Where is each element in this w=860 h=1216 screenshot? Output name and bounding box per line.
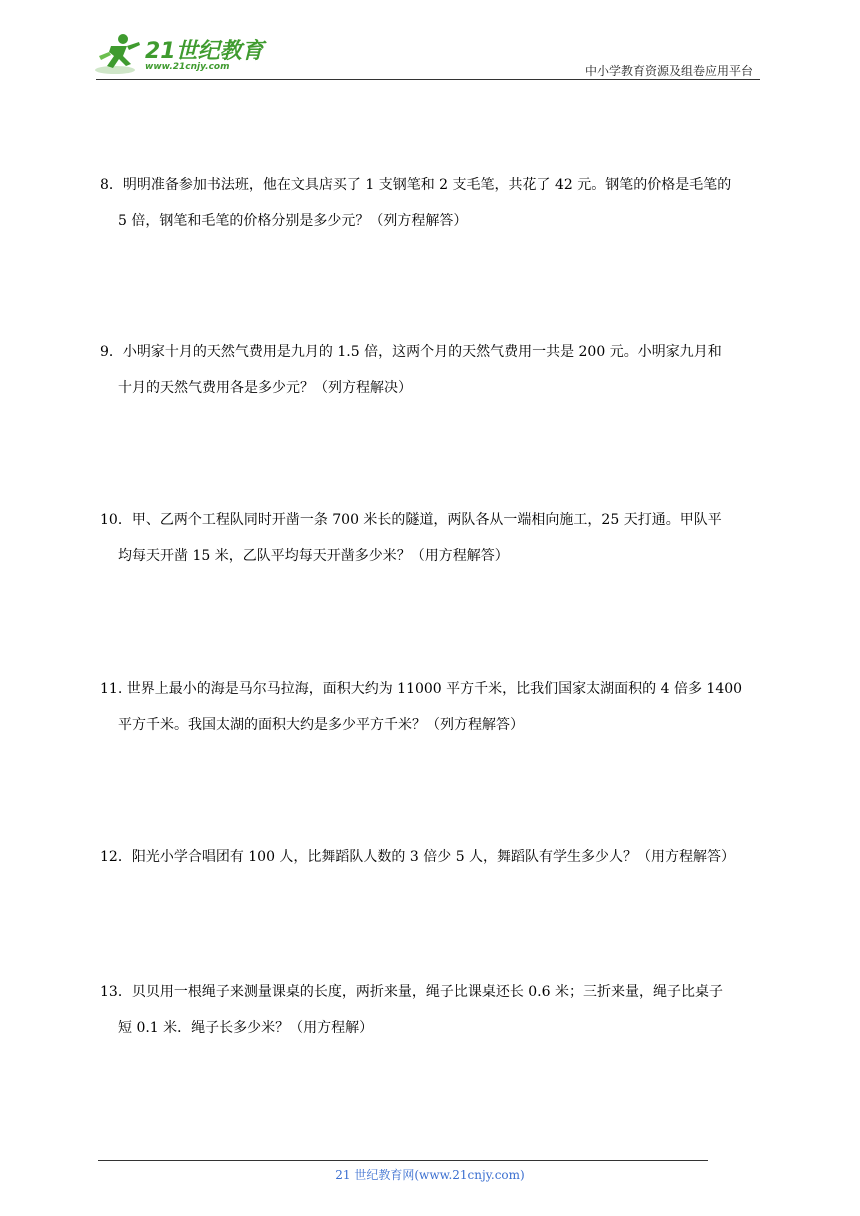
question-12 bbox=[100, 839, 765, 875]
question-text-line: 8．明明准备参加书法班，他在文具店买了 1 支钢笔和 2 支毛笔，共花了 42 元。钢笔的价格是毛笔的 bbox=[100, 177, 732, 193]
question-text-line: 十月的天然气费用各是多少元？（列方程解决） bbox=[118, 380, 412, 396]
logo-url: www.21cnjy.com bbox=[145, 62, 230, 72]
question-text-line: 10．甲、乙两个工程队同时开凿一条 700 米长的隧道，两队各从一端相向施工，25 天打通。甲队平 bbox=[100, 512, 722, 528]
question-text-line: 短 0.1 米．绳子长多少米？（用方程解） bbox=[118, 1020, 374, 1036]
question-text-line: 11. 世界上最小的海是马尔马拉海，面积大约为 11000 平方千米，比我们国家太湖面积的 4 倍多 1400 bbox=[100, 681, 743, 697]
question-text-line: 平方千米。我国太湖的面积大约是多少平方千米？（列方程解答） bbox=[118, 717, 524, 733]
question-8 bbox=[100, 167, 765, 239]
question-13 bbox=[100, 974, 765, 1046]
question-10 bbox=[100, 502, 765, 574]
question-text-line: 5 倍，钢笔和毛笔的价格分别是多少元？（列方程解答） bbox=[118, 213, 468, 229]
footer-divider bbox=[98, 1160, 708, 1161]
question-text-line: 均每天开凿 15 米，乙队平均每天开凿多少米？（用方程解答） bbox=[118, 548, 509, 564]
question-text-line: 9．小明家十月的天然气费用是九月的 1.5 倍，这两个月的天然气费用一共是 200 元。小明家九月和 bbox=[100, 344, 722, 360]
question-text-line: 12．阳光小学合唱团有 100 人，比舞蹈队人数的 3 倍少 5 人，舞蹈队有学生多少人？（用方程解答） bbox=[100, 849, 736, 865]
platform-title: 中小学教育资源及组卷应用平台 bbox=[584, 64, 753, 78]
question-text-line: 13．贝贝用一根绳子来测量课桌的长度，两折来量，绳子比课桌还长 0.6 米；三折来量，绳子比桌子 bbox=[100, 984, 723, 1000]
runner-logo-icon bbox=[93, 32, 145, 76]
site-logo[interactable] bbox=[93, 32, 263, 78]
question-9 bbox=[100, 334, 765, 406]
question-11 bbox=[100, 671, 765, 743]
page-header bbox=[0, 0, 860, 80]
footer-link[interactable]: 21 世纪教育网(www.21cnjy.com) bbox=[335, 1168, 525, 1182]
header-divider bbox=[96, 79, 760, 80]
logo-text: 21世纪教育 bbox=[145, 39, 264, 64]
